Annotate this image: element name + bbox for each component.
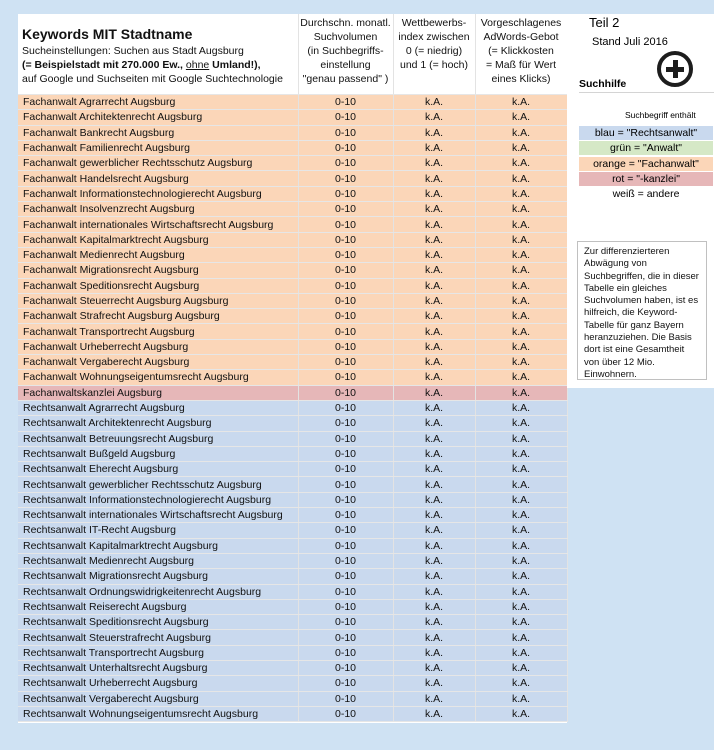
keyword-cell[interactable]: Rechtsanwalt Transportrecht Augsburg	[18, 645, 298, 660]
competition-cell[interactable]: k.A.	[393, 186, 475, 201]
example-city-line: (= Beispielstadt mit 270.000 Ew., ohne Umland!),	[22, 59, 261, 71]
competition-cell[interactable]: k.A.	[393, 324, 475, 339]
competition-cell[interactable]: k.A.	[393, 370, 475, 385]
table-row	[18, 324, 567, 339]
table-row	[18, 492, 567, 507]
volume-cell[interactable]: 0-10	[298, 599, 393, 614]
bid-cell[interactable]: k.A.	[475, 171, 567, 186]
keyword-cell[interactable]: Rechtsanwalt Medienrecht Augsburg	[18, 553, 298, 568]
bid-cell[interactable]: k.A.	[475, 431, 567, 446]
header-volume: Durchschn. monatl. Suchvolumen (in Suchbegriffs- einstellung "genau passend" )	[298, 14, 393, 95]
bid-cell[interactable]: k.A.	[475, 125, 567, 140]
table-row	[18, 278, 567, 293]
table-row	[18, 446, 567, 461]
bid-cell[interactable]: k.A.	[475, 232, 567, 247]
bid-cell[interactable]: k.A.	[475, 309, 567, 324]
bid-cell[interactable]: k.A.	[475, 630, 567, 645]
volume-cell[interactable]: 0-10	[298, 660, 393, 675]
table-row	[18, 615, 567, 630]
table-row	[18, 706, 567, 721]
bid-cell[interactable]: k.A.	[475, 278, 567, 293]
bid-cell[interactable]: k.A.	[475, 202, 567, 217]
keyword-cell[interactable]: Fachanwalt Transportrecht Augsburg	[18, 324, 298, 339]
volume-cell[interactable]: 0-10	[298, 645, 393, 660]
search-help-heading: Suchhilfe	[579, 78, 627, 90]
keyword-cell[interactable]: Rechtsanwalt gewerblicher Rechtsschutz Augsburg	[18, 477, 298, 492]
volume-cell[interactable]: 0-10	[298, 95, 393, 110]
bid-cell[interactable]: k.A.	[475, 446, 567, 461]
volume-cell[interactable]: 0-10	[298, 339, 393, 354]
volume-cell[interactable]: 0-10	[298, 462, 393, 477]
volume-cell[interactable]: 0-10	[298, 110, 393, 125]
keyword-cell[interactable]: Fachanwalt Speditionsrecht Augsburg	[18, 278, 298, 293]
keyword-cell[interactable]: Fachanwalt Informationstechnologierecht Augsburg	[18, 186, 298, 201]
table-row	[18, 676, 567, 691]
competition-cell[interactable]: k.A.	[393, 278, 475, 293]
competition-cell[interactable]: k.A.	[393, 309, 475, 324]
bid-cell[interactable]: k.A.	[475, 553, 567, 568]
keyword-cell[interactable]: Rechtsanwalt Architektenrecht Augsburg	[18, 416, 298, 431]
competition-cell[interactable]: k.A.	[393, 492, 475, 507]
keyword-cell[interactable]: Rechtsanwalt internationales Wirtschaftsrecht Augsburg	[18, 508, 298, 523]
competition-cell[interactable]: k.A.	[393, 615, 475, 630]
keyword-cell[interactable]: Fachanwalt Insolvenzrecht Augsburg	[18, 202, 298, 217]
bid-cell[interactable]: k.A.	[475, 660, 567, 675]
table-row	[18, 263, 567, 278]
bid-cell[interactable]: k.A.	[475, 339, 567, 354]
competition-cell[interactable]: k.A.	[393, 538, 475, 553]
competition-cell[interactable]: k.A.	[393, 355, 475, 370]
table-row	[18, 431, 567, 446]
divider	[579, 92, 714, 93]
keyword-cell[interactable]: Fachanwalt Vergaberecht Augsburg	[18, 355, 298, 370]
volume-cell[interactable]: 0-10	[298, 477, 393, 492]
table-row	[18, 247, 567, 262]
volume-cell[interactable]: 0-10	[298, 416, 393, 431]
keyword-cell[interactable]: Rechtsanwalt Betreuungsrecht Augsburg	[18, 431, 298, 446]
bid-cell[interactable]: k.A.	[475, 247, 567, 262]
table-row	[18, 309, 567, 324]
keyword-cell[interactable]: Rechtsanwalt Reiserecht Augsburg	[18, 599, 298, 614]
table-row	[18, 416, 567, 431]
volume-cell[interactable]: 0-10	[298, 538, 393, 553]
competition-cell[interactable]: k.A.	[393, 156, 475, 171]
keyword-cell[interactable]: Fachanwalt Strafrecht Augsburg Augsburg	[18, 309, 298, 324]
volume-cell[interactable]: 0-10	[298, 140, 393, 155]
table-row	[18, 95, 567, 110]
keyword-cell[interactable]: Rechtsanwalt Eherecht Augsburg	[18, 462, 298, 477]
table-row	[18, 569, 567, 584]
bid-cell[interactable]: k.A.	[475, 538, 567, 553]
competition-cell[interactable]: k.A.	[393, 110, 475, 125]
competition-cell[interactable]: k.A.	[393, 584, 475, 599]
competition-cell[interactable]: k.A.	[393, 95, 475, 110]
header-competition: Wettbewerbs- index zwischen 0 (= niedrig) und 1 (= hoch)	[393, 14, 475, 95]
volume-cell[interactable]: 0-10	[298, 385, 393, 400]
competition-cell[interactable]: k.A.	[393, 508, 475, 523]
volume-cell[interactable]: 0-10	[298, 584, 393, 599]
settings-line: Sucheinstellungen: Suchen aus Stadt Augsburg	[22, 45, 244, 57]
volume-cell[interactable]: 0-10	[298, 630, 393, 645]
table-row	[18, 293, 567, 308]
table-row	[18, 171, 567, 186]
bid-cell[interactable]: k.A.	[475, 462, 567, 477]
bid-cell[interactable]: k.A.	[475, 263, 567, 278]
volume-cell[interactable]: 0-10	[298, 569, 393, 584]
volume-cell[interactable]: 0-10	[298, 553, 393, 568]
legend-caption: Suchbegriff enthält	[625, 110, 696, 120]
keyword-cell[interactable]: Rechtsanwalt Bußgeld Augsburg	[18, 446, 298, 461]
volume-cell[interactable]: 0-10	[298, 523, 393, 538]
bid-cell[interactable]: k.A.	[475, 492, 567, 507]
volume-cell[interactable]: 0-10	[298, 278, 393, 293]
volume-cell[interactable]: 0-10	[298, 706, 393, 721]
table-row	[18, 523, 567, 538]
keyword-cell[interactable]: Rechtsanwalt Kapitalmarktrecht Augsburg	[18, 538, 298, 553]
table-row	[18, 553, 567, 568]
keyword-cell[interactable]: Fachanwalt Migrationsrecht Augsburg	[18, 263, 298, 278]
bid-cell[interactable]: k.A.	[475, 156, 567, 171]
volume-cell[interactable]: 0-10	[298, 247, 393, 262]
competition-cell[interactable]: k.A.	[393, 171, 475, 186]
volume-cell[interactable]: 0-10	[298, 400, 393, 415]
bid-cell[interactable]: k.A.	[475, 706, 567, 721]
table-row	[18, 538, 567, 553]
bid-cell[interactable]: k.A.	[475, 370, 567, 385]
keyword-cell[interactable]: Rechtsanwalt Informationstechnologierecht Augsburg	[18, 492, 298, 507]
table-row	[18, 355, 567, 370]
volume-cell[interactable]: 0-10	[298, 431, 393, 446]
table-row	[18, 232, 567, 247]
side-panel	[567, 14, 714, 388]
competition-cell[interactable]: k.A.	[393, 523, 475, 538]
table-row	[18, 140, 567, 155]
competition-cell[interactable]: k.A.	[393, 691, 475, 706]
table-row	[18, 645, 567, 660]
bid-cell[interactable]: k.A.	[475, 599, 567, 614]
table-row	[18, 400, 567, 415]
competition-cell[interactable]: k.A.	[393, 660, 475, 675]
volume-cell[interactable]: 0-10	[298, 125, 393, 140]
bid-cell[interactable]: k.A.	[475, 355, 567, 370]
legend-item: rot = "-kanzlei"	[579, 172, 713, 186]
keyword-cell[interactable]: Fachanwalt Agrarrecht Augsburg	[18, 95, 298, 110]
keyword-cell[interactable]: Rechtsanwalt Steuerstrafrecht Augsburg	[18, 630, 298, 645]
table-row	[18, 691, 567, 706]
keyword-cell[interactable]: Fachanwalt gewerblicher Rechtsschutz Augsburg	[18, 156, 298, 171]
table-row	[18, 462, 567, 477]
table-row	[18, 156, 567, 171]
table-row	[18, 110, 567, 125]
bid-cell[interactable]: k.A.	[475, 217, 567, 232]
bid-cell[interactable]: k.A.	[475, 615, 567, 630]
volume-cell[interactable]: 0-10	[298, 691, 393, 706]
keyword-cell[interactable]: Rechtsanwalt Speditionsrecht Augsburg	[18, 615, 298, 630]
table-row	[18, 508, 567, 523]
table-row	[18, 477, 567, 492]
competition-cell[interactable]: k.A.	[393, 202, 475, 217]
competition-cell[interactable]: k.A.	[393, 569, 475, 584]
competition-cell[interactable]: k.A.	[393, 125, 475, 140]
competition-cell[interactable]: k.A.	[393, 385, 475, 400]
volume-cell[interactable]: 0-10	[298, 171, 393, 186]
keyword-sheet	[18, 14, 567, 723]
volume-cell[interactable]: 0-10	[298, 309, 393, 324]
competition-cell[interactable]: k.A.	[393, 462, 475, 477]
bid-cell[interactable]: k.A.	[475, 110, 567, 125]
bid-cell[interactable]: k.A.	[475, 645, 567, 660]
table-row	[18, 660, 567, 675]
table-row	[18, 202, 567, 217]
volume-cell[interactable]: 0-10	[298, 263, 393, 278]
competition-cell[interactable]: k.A.	[393, 400, 475, 415]
competition-cell[interactable]: k.A.	[393, 676, 475, 691]
bid-cell[interactable]: k.A.	[475, 416, 567, 431]
competition-cell[interactable]: k.A.	[393, 263, 475, 278]
keyword-cell[interactable]: Rechtsanwalt Wohnungseigentumsrecht Augsburg	[18, 706, 298, 721]
keyword-cell[interactable]: Fachanwalt Bankrecht Augsburg	[18, 125, 298, 140]
bid-cell[interactable]: k.A.	[475, 477, 567, 492]
bid-cell[interactable]: k.A.	[475, 186, 567, 201]
competition-cell[interactable]: k.A.	[393, 645, 475, 660]
bid-cell[interactable]: k.A.	[475, 324, 567, 339]
bid-cell[interactable]: k.A.	[475, 95, 567, 110]
keyword-cell[interactable]: Rechtsanwalt IT-Recht Augsburg	[18, 523, 298, 538]
info-note: Zur differenzierteren Abwägung von Suchbegriffen, die in dieser Tabelle ein gleiches Suchvolumen haben, ist es hilfreich, die Keyword-Tabelle für ganz Bayern heranzuziehen. Die Basis dort ist eine Gesamtheit von über 12 Mio. Einwohnern.	[577, 241, 707, 380]
bid-cell[interactable]: k.A.	[475, 523, 567, 538]
competition-cell[interactable]: k.A.	[393, 630, 475, 645]
competition-cell[interactable]: k.A.	[393, 431, 475, 446]
competition-cell[interactable]: k.A.	[393, 232, 475, 247]
google-line: auf Google und Suchseiten mit Google Suchtechnologie	[22, 73, 283, 85]
keyword-cell[interactable]: Fachanwalt Kapitalmarktrecht Augsburg	[18, 232, 298, 247]
competition-cell[interactable]: k.A.	[393, 247, 475, 262]
volume-cell[interactable]: 0-10	[298, 615, 393, 630]
table-row	[18, 339, 567, 354]
keyword-cell[interactable]: Rechtsanwalt Agrarrecht Augsburg	[18, 400, 298, 415]
legend-item: orange = "Fachanwalt"	[579, 157, 713, 171]
keyword-table	[18, 14, 568, 722]
legend-item: blau = "Rechtsanwalt"	[579, 126, 713, 140]
volume-cell[interactable]: 0-10	[298, 370, 393, 385]
bid-cell[interactable]: k.A.	[475, 508, 567, 523]
table-row	[18, 186, 567, 201]
keyword-cell[interactable]: Fachanwalt Steuerrecht Augsburg Augsburg	[18, 293, 298, 308]
sheet-title: Keywords MIT Stadtname	[22, 26, 193, 42]
volume-cell[interactable]: 0-10	[298, 217, 393, 232]
keyword-cell[interactable]: Fachanwalt Medienrecht Augsburg	[18, 247, 298, 262]
bid-cell[interactable]: k.A.	[475, 676, 567, 691]
part-label: Teil 2	[589, 15, 620, 30]
volume-cell[interactable]: 0-10	[298, 324, 393, 339]
table-row	[18, 584, 567, 599]
keyword-cell[interactable]: Fachanwaltskanzlei Augsburg	[18, 385, 298, 400]
table-row	[18, 630, 567, 645]
volume-cell[interactable]: 0-10	[298, 355, 393, 370]
competition-cell[interactable]: k.A.	[393, 706, 475, 721]
bid-cell[interactable]: k.A.	[475, 140, 567, 155]
table-row	[18, 599, 567, 614]
keyword-cell[interactable]: Rechtsanwalt Vergaberecht Augsburg	[18, 691, 298, 706]
competition-cell[interactable]: k.A.	[393, 416, 475, 431]
competition-cell[interactable]: k.A.	[393, 217, 475, 232]
legend-item: weiß = andere	[579, 187, 713, 201]
volume-cell[interactable]: 0-10	[298, 676, 393, 691]
keyword-cell[interactable]: Fachanwalt Urheberrecht Augsburg	[18, 339, 298, 354]
volume-cell[interactable]: 0-10	[298, 508, 393, 523]
volume-cell[interactable]: 0-10	[298, 156, 393, 171]
bid-cell[interactable]: k.A.	[475, 385, 567, 400]
table-row	[18, 217, 567, 232]
keyword-cell[interactable]: Fachanwalt Handelsrecht Augsburg	[18, 171, 298, 186]
bid-cell[interactable]: k.A.	[475, 569, 567, 584]
competition-cell[interactable]: k.A.	[393, 293, 475, 308]
table-row	[18, 385, 567, 400]
volume-cell[interactable]: 0-10	[298, 202, 393, 217]
legend-item: grün = "Anwalt"	[579, 141, 713, 155]
header-row	[18, 14, 567, 95]
keyword-cell[interactable]: Rechtsanwalt Unterhaltsrecht Augsburg	[18, 660, 298, 675]
volume-cell[interactable]: 0-10	[298, 446, 393, 461]
volume-cell[interactable]: 0-10	[298, 492, 393, 507]
competition-cell[interactable]: k.A.	[393, 599, 475, 614]
competition-cell[interactable]: k.A.	[393, 339, 475, 354]
competition-cell[interactable]: k.A.	[393, 446, 475, 461]
volume-cell[interactable]: 0-10	[298, 293, 393, 308]
keyword-cell[interactable]: Rechtsanwalt Ordnungswidrigkeitenrecht Augsburg	[18, 584, 298, 599]
keyword-cell[interactable]: Rechtsanwalt Migrationsrecht Augsburg	[18, 569, 298, 584]
bid-cell[interactable]: k.A.	[475, 293, 567, 308]
bid-cell[interactable]: k.A.	[475, 691, 567, 706]
header-title-cell	[18, 14, 298, 95]
zoom-in-icon[interactable]	[657, 51, 693, 87]
keyword-cell[interactable]: Fachanwalt Familienrecht Augsburg	[18, 140, 298, 155]
header-bid: Vorgeschlagenes AdWords-Gebot (= Klickkosten = Maß für Wert eines Klicks)	[475, 14, 567, 95]
table-row	[18, 125, 567, 140]
competition-cell[interactable]: k.A.	[393, 553, 475, 568]
date-label: Stand Juli 2016	[592, 36, 668, 48]
keyword-cell[interactable]: Rechtsanwalt Urheberrecht Augsburg	[18, 676, 298, 691]
table-row	[18, 370, 567, 385]
keyword-cell[interactable]: Fachanwalt internationales Wirtschaftsrecht Augsburg	[18, 217, 298, 232]
keyword-cell[interactable]: Fachanwalt Architektenrecht Augsburg	[18, 110, 298, 125]
competition-cell[interactable]: k.A.	[393, 477, 475, 492]
keyword-cell[interactable]: Fachanwalt Wohnungseigentumsrecht Augsburg	[18, 370, 298, 385]
volume-cell[interactable]: 0-10	[298, 232, 393, 247]
volume-cell[interactable]: 0-10	[298, 186, 393, 201]
bid-cell[interactable]: k.A.	[475, 584, 567, 599]
bid-cell[interactable]: k.A.	[475, 400, 567, 415]
competition-cell[interactable]: k.A.	[393, 140, 475, 155]
